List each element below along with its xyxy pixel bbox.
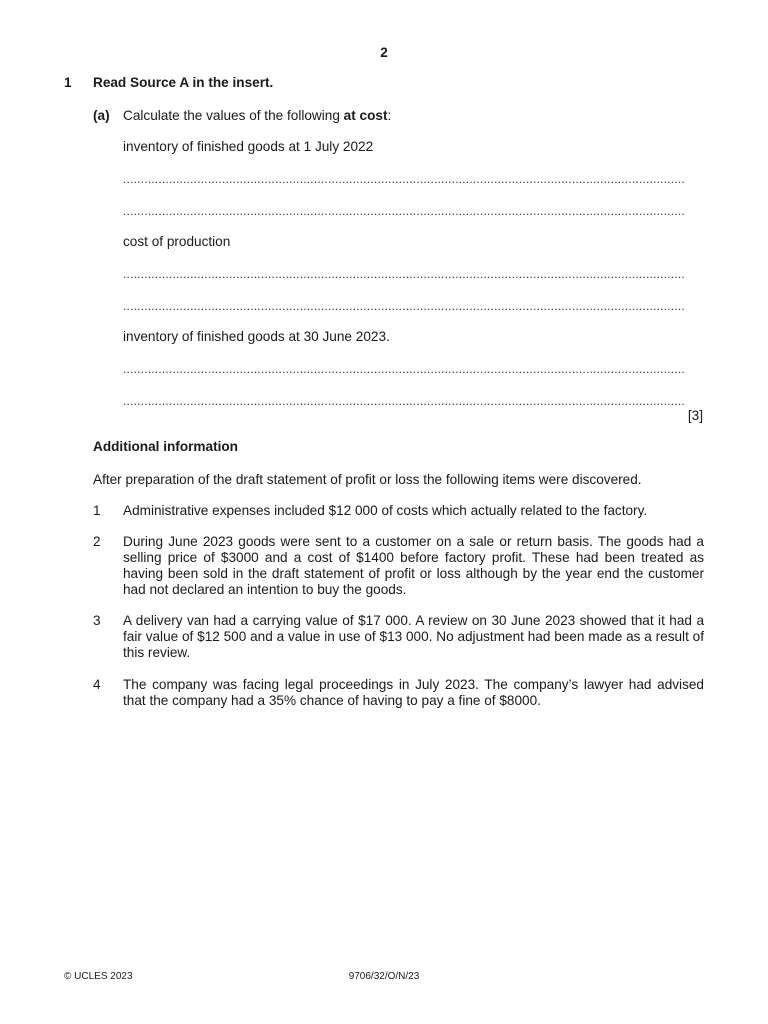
- list-item-number: 2: [93, 534, 101, 549]
- answer-line[interactable]: ...............................................................................................................................................................: [123, 172, 685, 186]
- item-label-closing-inventory: inventory of finished goods at 30 June 2023.: [123, 329, 390, 344]
- part-a-prompt-emphasis: at cost: [343, 108, 388, 123]
- part-a-prompt: [123, 108, 391, 124]
- footer-copyright: © UCLES 2023: [64, 971, 133, 982]
- marks-label: [3]: [687, 408, 703, 423]
- page-number: 2: [380, 45, 388, 60]
- answer-line[interactable]: ...............................................................................................................................................................: [123, 204, 685, 218]
- question-instruction: Read Source A in the insert.: [93, 75, 274, 90]
- answer-line[interactable]: ...............................................................................................................................................................: [123, 394, 685, 408]
- list-item-text: During June 2023 goods were sent to a customer on a sale or return basis. The goods had a selling price of $3000 and a cost of $1400 before factory profit. These had been treated as having been sold in the draft statement of profit or loss although by the year end the customer had not declared an intention to buy the goods.: [123, 534, 704, 597]
- section-heading: Additional information: [93, 439, 238, 454]
- list-item-text: The company was facing legal proceedings in July 2023. The company’s lawyer had advised that the company had a 35% chance of having to pay a fine of $8000.: [123, 677, 704, 708]
- list-item-number: 4: [93, 677, 101, 692]
- item-label-opening-inventory: inventory of finished goods at 1 July 2022: [123, 139, 374, 154]
- answer-line[interactable]: ...............................................................................................................................................................: [123, 299, 685, 313]
- part-a-prompt-start: Calculate the values of the following: [123, 108, 344, 123]
- footer-paper-code: 9706/32/O/N/23: [348, 971, 420, 982]
- section-intro: After preparation of the draft statement of profit or loss the following items were discovered.: [93, 472, 642, 487]
- answer-line[interactable]: ...............................................................................................................................................................: [123, 362, 685, 376]
- item-label-cost-of-production: cost of production: [123, 234, 231, 249]
- part-a-label: (a): [93, 108, 110, 123]
- list-item-number: 1: [93, 503, 101, 518]
- part-a-prompt-end: :: [387, 108, 392, 123]
- list-item-number: 3: [93, 613, 101, 628]
- answer-line[interactable]: ...............................................................................................................................................................: [123, 267, 685, 281]
- question-number: 1: [64, 75, 72, 90]
- list-item-text: A delivery van had a carrying value of $17 000. A review on 30 June 2023 showed that it had a fair value of $12 500 and a value in use of $13 000. No adjustment had been made as a result of this review.: [123, 613, 704, 660]
- list-item-text: Administrative expenses included $12 000 of costs which actually related to the factory.: [123, 503, 648, 518]
